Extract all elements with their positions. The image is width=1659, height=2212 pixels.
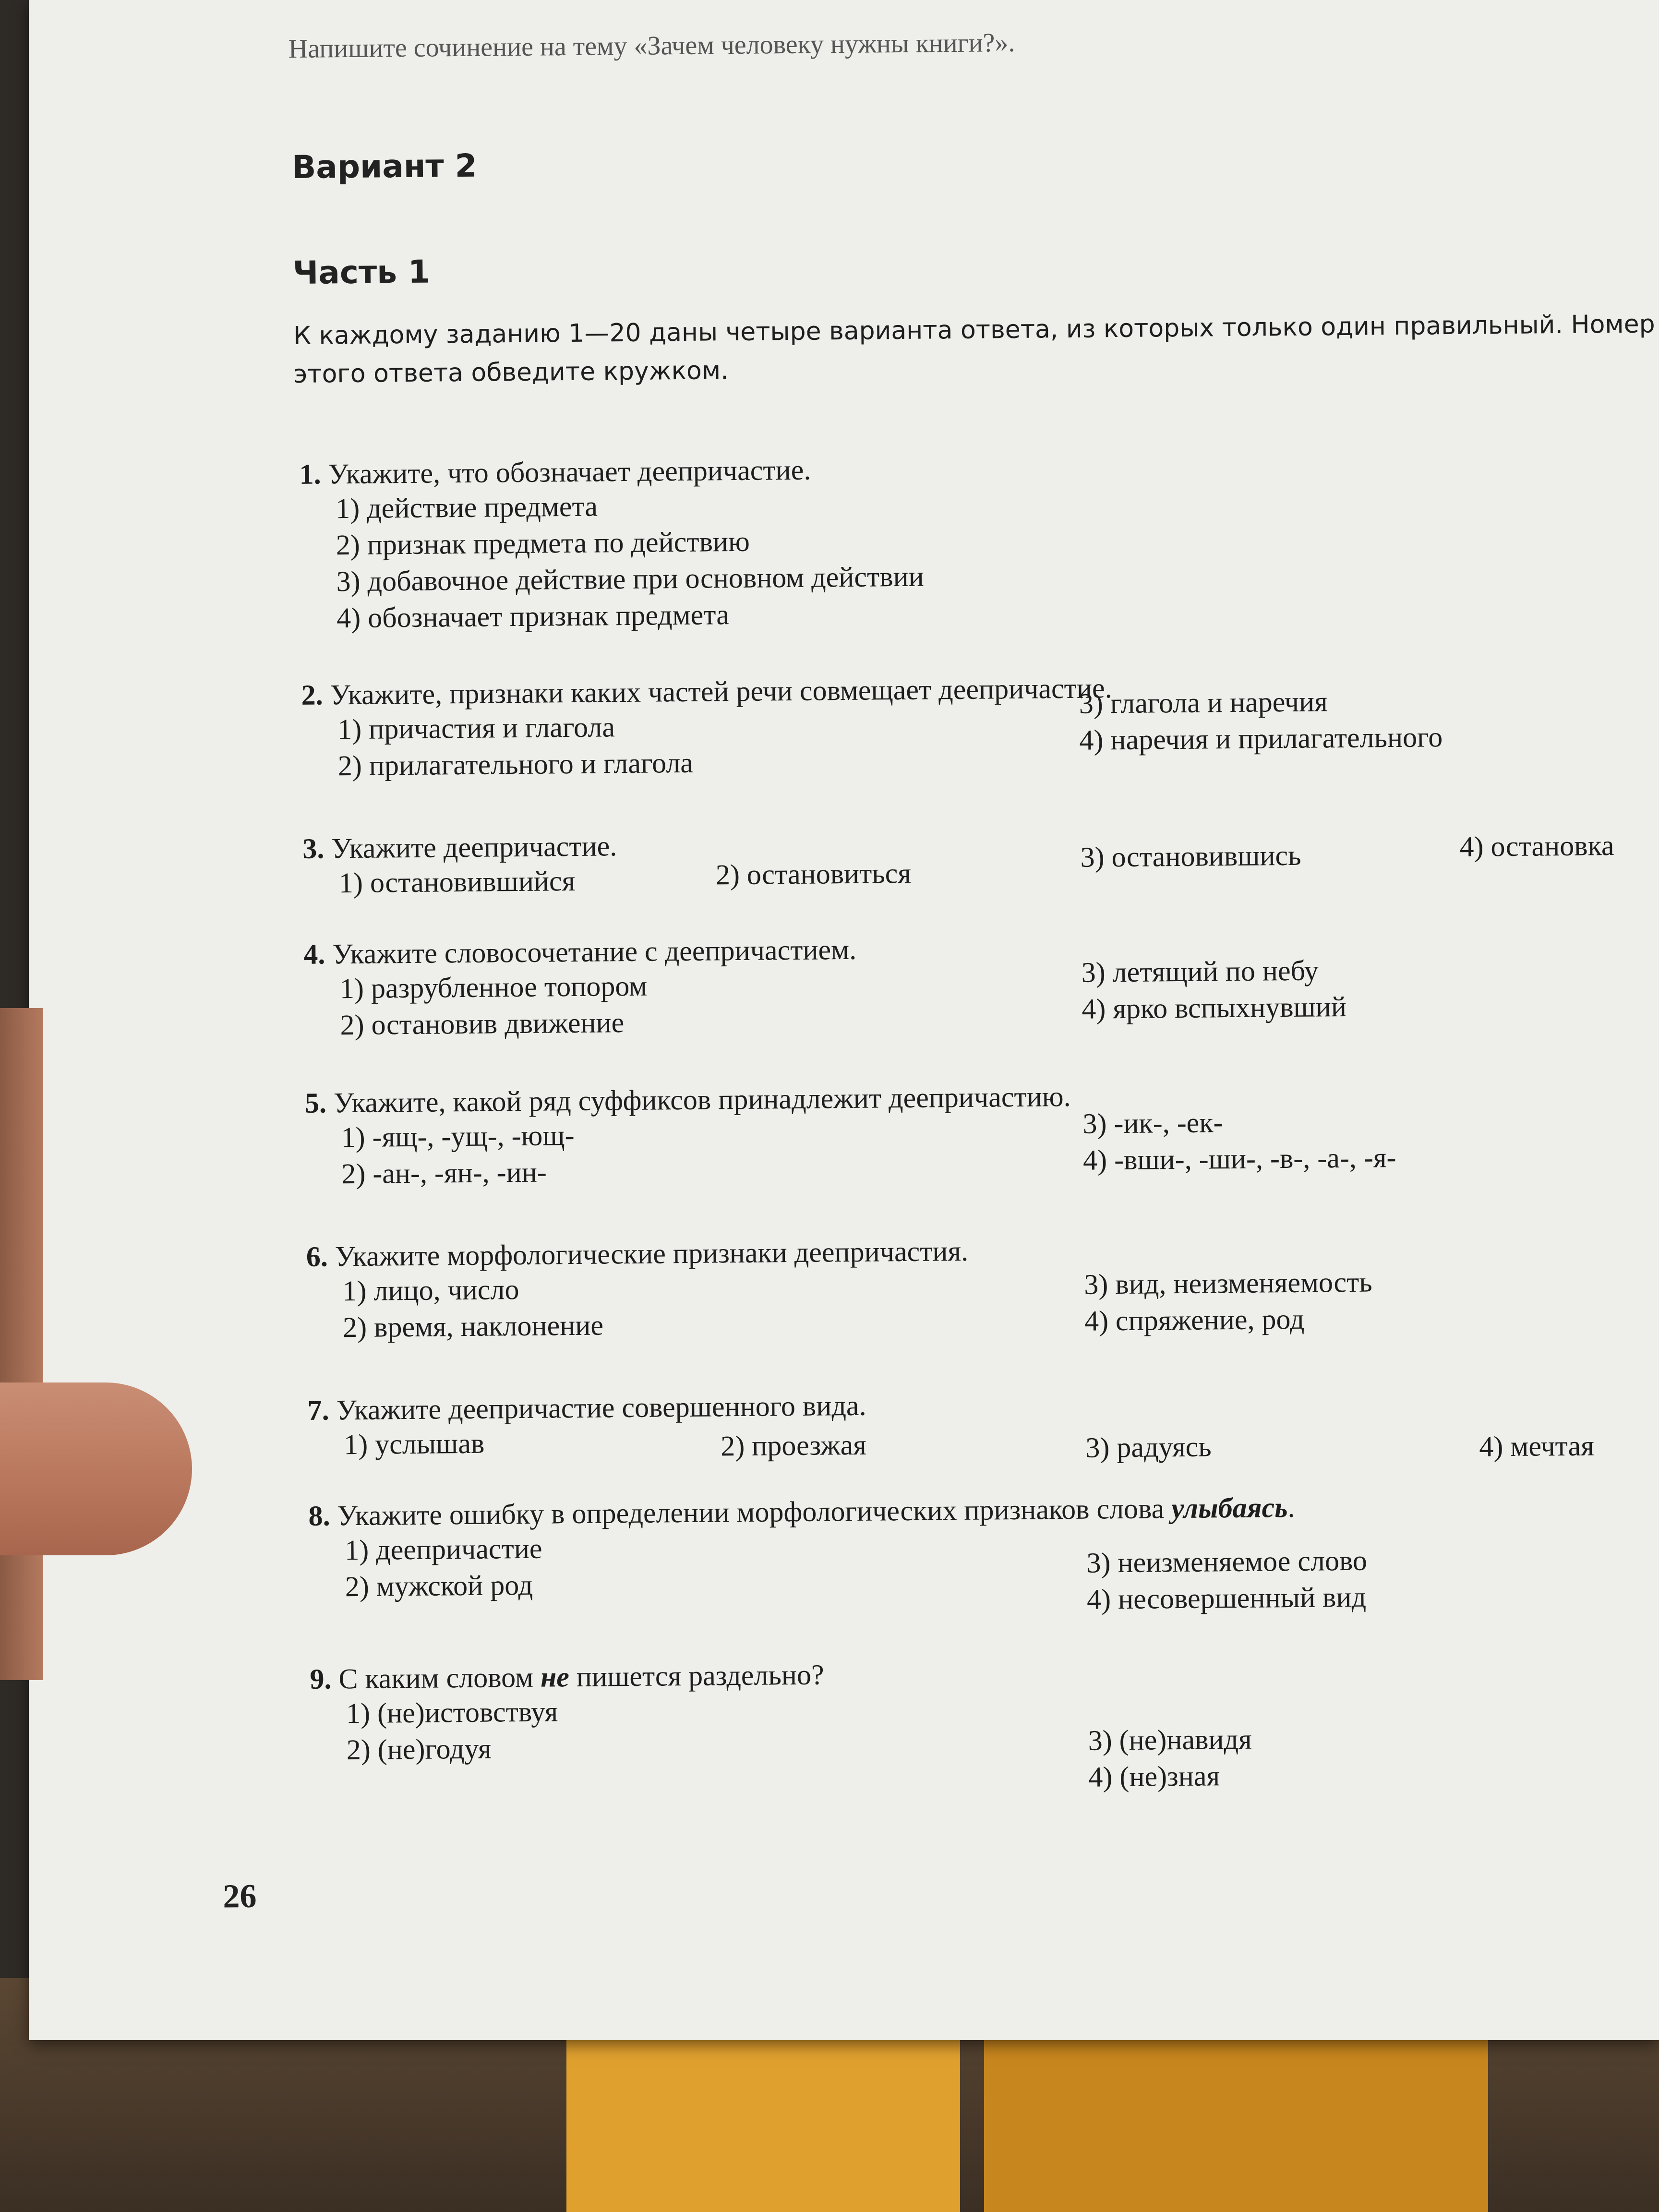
option-3[interactable]: 3) летящий по небу [1081,954,1319,988]
option-3[interactable]: 3) добавочное действие при основном действии [336,560,925,598]
option-2[interactable]: 2) остановиться [715,857,912,891]
highlighted-word: не [540,1661,570,1693]
option-3[interactable]: 3) неизменяемое слово [1086,1544,1368,1579]
option-2[interactable]: 2) мужской род [345,1569,533,1603]
question-number: 5. [304,1087,327,1119]
question-3 [302,818,1659,905]
yellow-book [566,2040,960,2212]
question-6 [306,1226,1659,1347]
option-2[interactable]: 2) прилагательного и глагола [337,746,694,782]
option-1[interactable]: 1) разрубленное топором [339,970,648,1005]
question-5 [305,1073,1659,1193]
question-text: Укажите, признаки каких частей речи совмещает деепричастие. [330,672,1112,711]
question-number: 2. [301,679,323,711]
option-1[interactable]: 1) деепричастие [344,1532,542,1566]
question-tail: . [1287,1491,1295,1524]
option-4[interactable]: 4) остановка [1459,830,1614,863]
option-2[interactable]: 2) признак предмета по действию [336,525,750,561]
variant-title: Вариант 2 [291,147,477,186]
question-text: Укажите, какой ряд суффиксов принадлежит деепричастию. [333,1080,1071,1119]
question-2 [301,665,1659,785]
question-7 [307,1380,1659,1472]
question-8 [308,1486,1659,1615]
previous-task-line: Напишите сочинение на тему «Зачем человеку нужны книги?». [288,27,1015,64]
option-2[interactable]: 2) время, наклонение [342,1309,604,1344]
question-text: Укажите ошибку в определении морфологических признаков слова [337,1492,1165,1532]
question-text: Укажите, что обозначает деепричастие. [328,454,811,490]
option-3[interactable]: 3) радуясь [1085,1431,1212,1464]
question-number: 9. [310,1663,332,1695]
option-1[interactable]: 1) (не)истовствуя [346,1695,558,1730]
question-text: Укажите деепричастие совершенного вида. [336,1389,866,1426]
option-1[interactable]: 1) услышав [343,1427,485,1461]
hand-arm [0,1008,43,1680]
thumb [0,1382,192,1555]
question-number: 3. [302,832,325,865]
question-text: Укажите деепричастие. [331,830,617,865]
option-2[interactable]: 2) остановив движение [340,1007,625,1041]
option-4[interactable]: 4) наречия и прилагательного [1079,721,1443,756]
question-number: 6. [306,1240,328,1273]
option-4[interactable]: 4) (не)зная [1088,1760,1220,1793]
option-1[interactable]: 1) остановившийся [338,865,576,899]
option-4[interactable]: 4) -вши-, -ши-, -в-, -а-, -я- [1082,1142,1396,1176]
yellow-book-2 [984,2031,1488,2212]
option-1[interactable]: 1) -ящ-, -ущ-, -ющ- [341,1119,575,1154]
highlighted-word: улыбаясь [1171,1491,1288,1525]
part-title: Часть 1 [292,253,431,292]
question-text: С каким словом [338,1661,534,1695]
textbook-page [29,0,1659,2040]
option-2[interactable]: 2) -ан-, -ян-, -ин- [341,1156,547,1190]
option-4[interactable]: 4) спряжение, род [1084,1303,1305,1337]
question-text: Укажите морфологические признаки деепричастия. [335,1235,969,1273]
option-4[interactable]: 4) мечтая [1479,1430,1595,1463]
question-4 [303,924,1659,1045]
instruction: К каждому заданию 1—20 даны четыре варианта ответа, из которых только один правильный. Номер этого ответа обведите кружком. [293,310,1655,389]
option-3[interactable]: 3) глагола и наречия [1079,685,1328,720]
option-2[interactable]: 2) (не)годуя [346,1732,492,1766]
option-3[interactable]: 3) (не)навидя [1088,1723,1252,1756]
option-4[interactable]: 4) ярко вспыхнувший [1082,990,1347,1025]
option-3[interactable]: 3) -ик-, -ек- [1082,1106,1223,1140]
page-number: 26 [223,1877,257,1915]
question-number: 1. [299,458,321,490]
question-number: 8. [308,1500,330,1532]
question-text: Укажите словосочетание с деепричастием. [332,933,857,970]
question-9 [310,1649,1659,1803]
option-1[interactable]: 1) лицо, число [342,1274,519,1307]
question-number: 4. [303,938,325,970]
option-4[interactable]: 4) обозначает признак предмета [336,599,730,634]
option-3[interactable]: 3) вид, неизменяемость [1084,1266,1372,1300]
option-1[interactable]: 1) действие предмета [335,490,598,525]
option-4[interactable]: 4) несовершенный вид [1086,1581,1367,1615]
question-text-end: пишется раздельно? [576,1659,824,1693]
option-3[interactable]: 3) остановившись [1080,839,1301,873]
option-1[interactable]: 1) причастия и глагола [337,711,615,745]
question-1 [299,444,1659,637]
question-number: 7. [307,1394,329,1426]
option-2[interactable]: 2) проезжая [720,1429,867,1462]
